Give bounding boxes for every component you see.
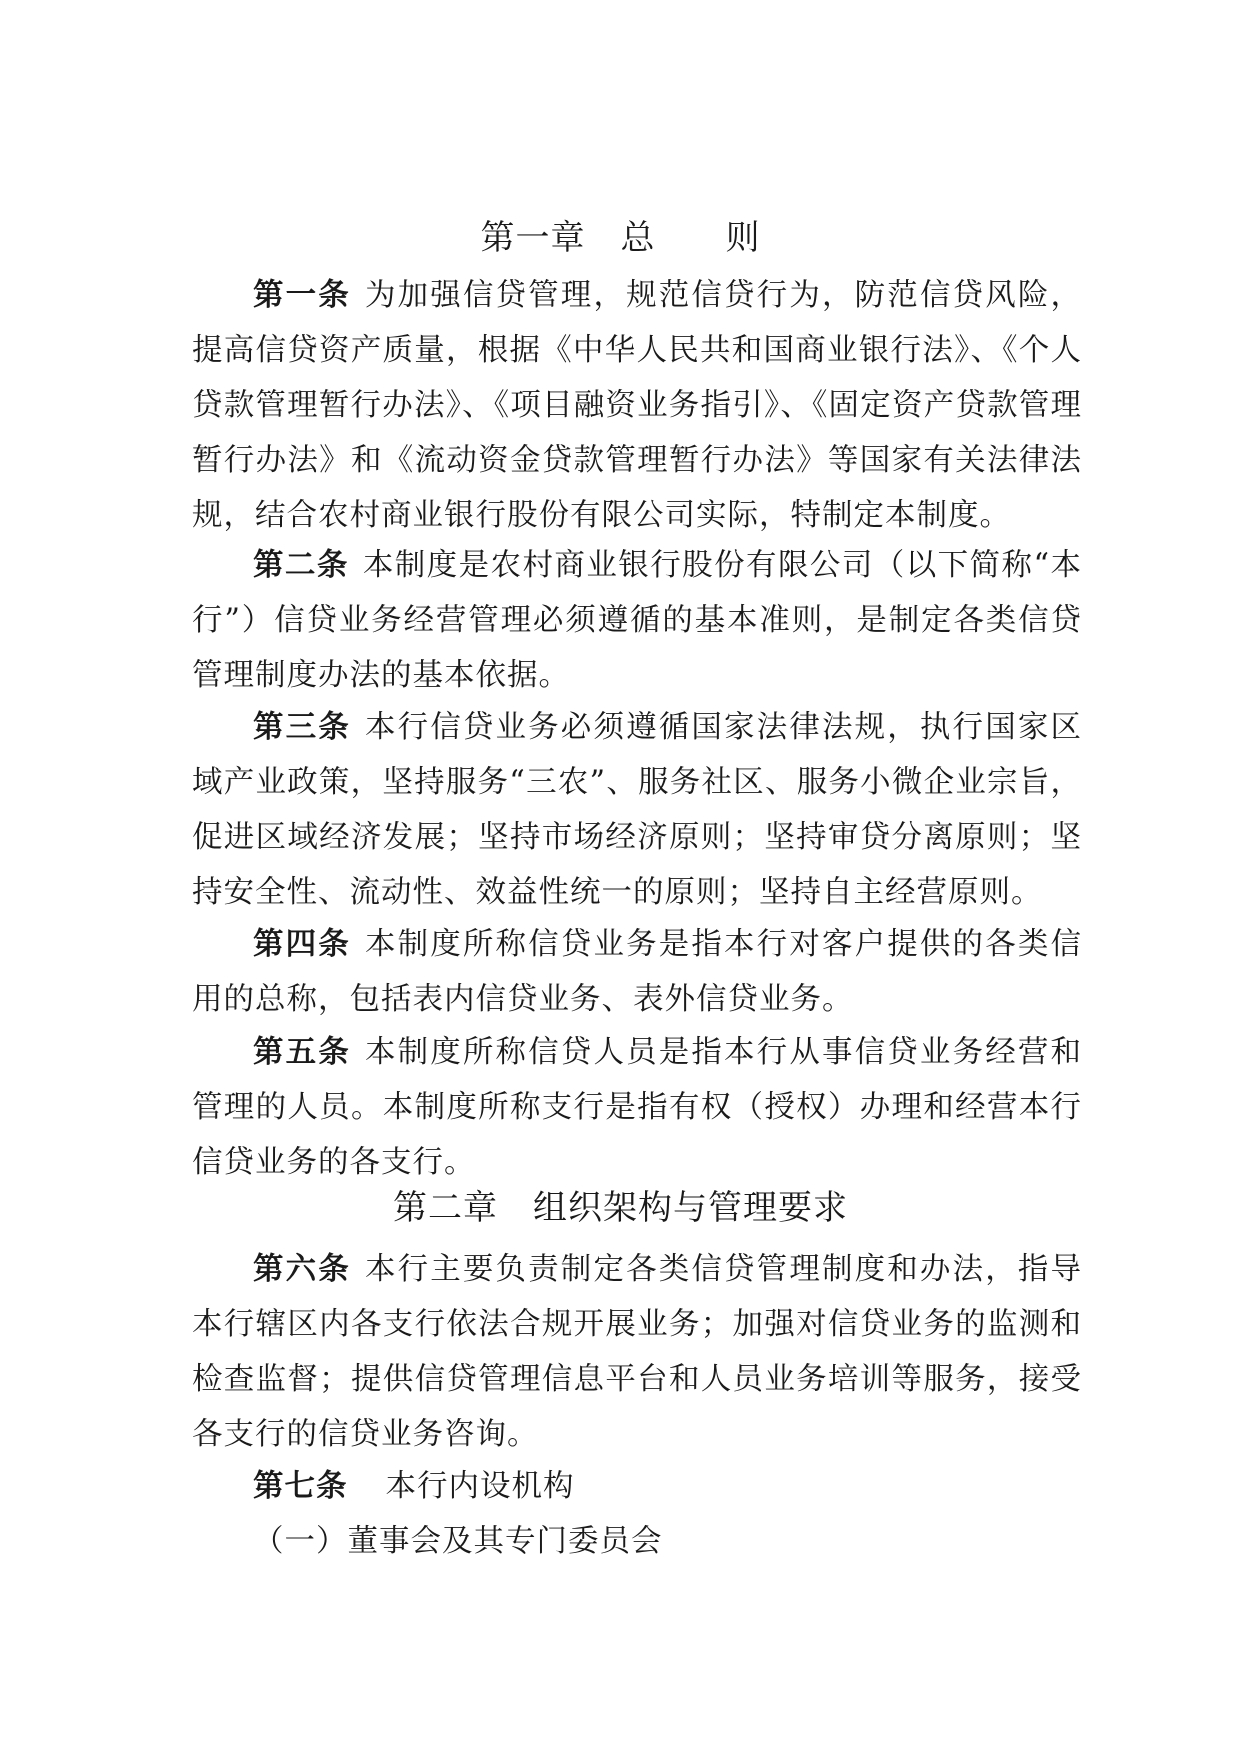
article-5-label: 第五条 xyxy=(253,1035,351,1070)
article-6 xyxy=(192,1242,1082,1462)
article-1 xyxy=(192,268,1082,543)
article-3-text: 本行信贷业务必须遵循国家法律法规，执行国家区域产业政策，坚持服务“三农”、服务社区、服务小微企业宗旨，促进区域经济发展；坚持市场经济原则；坚持审贷分离原则；坚持安全性、流动性、效益性统一的原则；坚持自主经营原则。 xyxy=(192,710,1082,910)
article-7 xyxy=(192,1459,1082,1514)
article-4-text: 本制度所称信贷业务是指本行对客户提供的各类信用的总称，包括表内信贷业务、表外信贷业务。 xyxy=(192,927,1082,1017)
article-7-label: 第七条 xyxy=(253,1469,348,1504)
chapter-1-title: 第一章 总 则 xyxy=(480,218,761,258)
article-5-text: 本制度所称信贷人员是指本行从事信贷业务经营和管理的人员。本制度所称支行是指有权（授权）办理和经营本行信贷业务的各支行。 xyxy=(192,1035,1082,1180)
article-5 xyxy=(192,1025,1082,1190)
article-6-text: 本行主要负责制定各类信贷管理制度和办法，指导本行辖区内各支行依法合规开展业务；加强对信贷业务的监测和检查监督；提供信贷管理信息平台和人员业务培训等服务，接受各支行的信贷业务咨询。 xyxy=(192,1252,1082,1452)
chapter-2-title: 第二章 组织架构与管理要求 xyxy=(393,1188,848,1228)
article-4 xyxy=(192,917,1082,1027)
article-3 xyxy=(192,700,1082,920)
article-2-label: 第二条 xyxy=(253,548,349,583)
article-6-label: 第六条 xyxy=(253,1252,351,1287)
article-1-text: 为加强信贷管理，规范信贷行为，防范信贷风险，提高信贷资产质量，根据《中华人民共和国商业银行法》、《个人贷款管理暂行办法》、《项目融资业务指引》、《固定资产贷款管理暂行办法》和《流动资金贷款管理暂行办法》等国家有关法律法规，结合农村商业银行股份有限公司实际，特制定本制度。 xyxy=(192,278,1082,533)
article-7-text: 本行内设机构 xyxy=(385,1469,575,1504)
article-4-label: 第四条 xyxy=(253,927,351,962)
article-1-label: 第一条 xyxy=(253,278,351,313)
article-2-text: 本制度是农村商业银行股份有限公司（以下简称“本行”）信贷业务经营管理必须遵循的基本准则，是制定各类信贷管理制度办法的基本依据。 xyxy=(192,548,1083,693)
article-2 xyxy=(192,538,1082,703)
item-1 xyxy=(192,1514,1082,1569)
item-1-text: （一）董事会及其专门委员会 xyxy=(253,1524,663,1559)
article-3-label: 第三条 xyxy=(253,710,351,745)
